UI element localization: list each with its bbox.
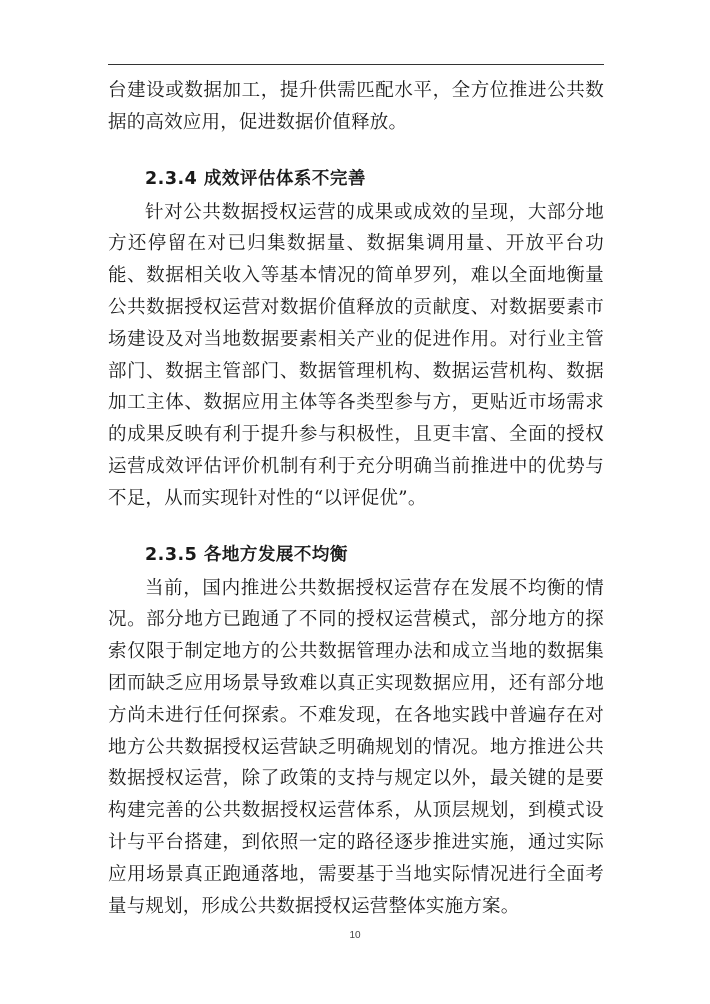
- section-paragraph-2-3-4: 针对公共数据授权运营的成果或成效的呈现，大部分地方还停留在对已归集数据量、数据集调用量、开放平台功能、数据相关收入等基本情况的简单罗列，难以全面地衡量公共数据授权运营对数据价值释放的贡献度、对数据要素市场建设及对当地数据要素相关产业的促进作用。对行业主管部门、数据主管部门、数据管理机构、数据运营机构、数据加工主体、数据应用主体等各类型参与方，更贴近市场需求的成果反映有利于提升参与积极性，且更丰富、全面的授权运营成效评估评价机制有利于充分明确当前推进中的优势与不足，从而实现针对性的“以评促优”。: [108, 201, 604, 509]
- section-paragraph-2-3-5: 当前，国内推进公共数据授权运营存在发展不均衡的情况。部分地方已跑通了不同的授权运营模式，部分地方的探索仅限于制定地方的公共数据管理办法和成立当地的数据集团而缺乏应用场景导致难以真正实现数据应用，还有部分地方尚未进行任何探索。不难发现，在各地实践中普遍存在对地方公共数据授权运营缺乏明确规划的情况。地方推进公共数据授权运营，除了政策的支持与规定以外，最关键的是要构建完善的公共数据授权运营体系，从顶层规划，到模式设计与平台搭建，到依照一定的路径逐步推进实施，通过实际应用场景真正跑通落地，需要基于当地实际情况进行全面考量与规划，形成公共数据授权运营整体实施方案。: [108, 577, 604, 917]
- continuation-paragraph: 台建设或数据加工，提升供需匹配水平，全方位推进公共数据的高效应用，促进数据价值释放。: [108, 80, 604, 133]
- section-heading-2-3-5: 2.3.5 各地方发展不均衡: [145, 544, 348, 565]
- document-body: [108, 75, 604, 922]
- section-heading-2-3-4: 2.3.4 成效评估体系不完善: [145, 168, 366, 189]
- page-number: 10: [349, 930, 361, 941]
- header-rule: [108, 64, 604, 65]
